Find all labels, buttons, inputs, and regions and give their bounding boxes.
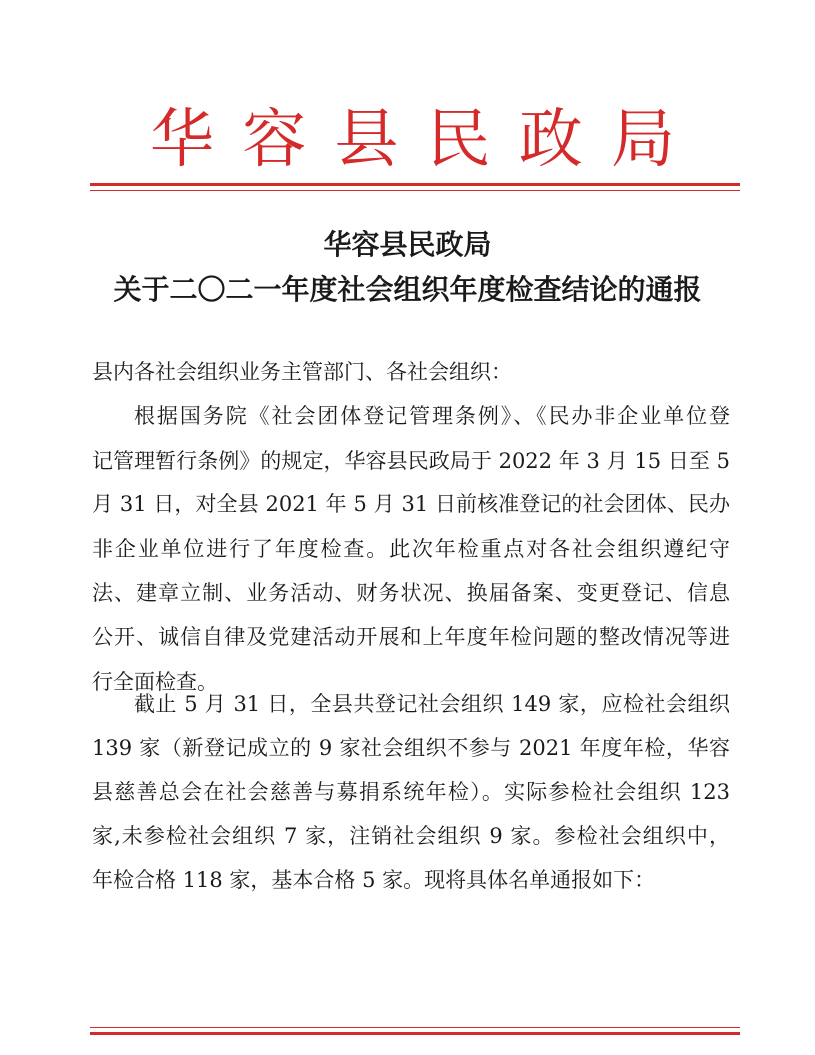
- paragraph-line: 年检合格 118 家，基本合格 5 家。现将具体名单通报如下：: [92, 868, 656, 892]
- salutation: 县内各社会组织业务主管部门、各社会组织：: [92, 360, 512, 384]
- masthead-divider-thick: [90, 183, 740, 186]
- paragraph-line: 县慈善总会在社会慈善与募捐系统年检）。实际参检社会组织 123: [92, 780, 730, 804]
- footer-divider-thick: [90, 1032, 740, 1035]
- document-title-line2: 关于二〇二一年度社会组织年度检查结论的通报: [113, 273, 702, 306]
- masthead-divider-thin: [90, 190, 740, 191]
- document-title-line1: 华容县民政局: [323, 228, 492, 261]
- paragraph-line: 截止 5 月 31 日，全县共登记社会组织 149 家，应检社会组织: [134, 692, 730, 716]
- paragraph-line: 根据国务院《社会团体登记管理条例》、《民办非企业单位登: [134, 404, 730, 428]
- paragraph-line: 行全面检查。: [92, 670, 218, 694]
- paragraph-line: 公开、诚信自律及党建活动开展和上年度年检问题的整改情况等进: [92, 625, 730, 649]
- footer-divider-thin: [90, 1027, 740, 1028]
- paragraph-line: 家,未参检社会组织 7 家，注销社会组织 9 家。参检社会组织中，: [92, 824, 730, 848]
- paragraph-line: 月 31 日，对全县 2021 年 5 月 31 日前核准登记的社会团体、民办: [92, 492, 730, 516]
- masthead-title: 华容县民政局: [150, 103, 675, 177]
- paragraph-line: 记管理暂行条例》的规定，华容县民政局于 2022 年 3 月 15 日至 5: [92, 449, 730, 473]
- paragraph-line: 非企业单位进行了年度检查。此次年检重点对各社会组织遵纪守: [92, 537, 730, 561]
- paragraph-line: 139 家（新登记成立的 9 家社会组织不参与 2021 年度年检，华容: [92, 736, 730, 760]
- paragraph-line: 法、建章立制、业务活动、财务状况、换届备案、变更登记、信息: [92, 581, 730, 605]
